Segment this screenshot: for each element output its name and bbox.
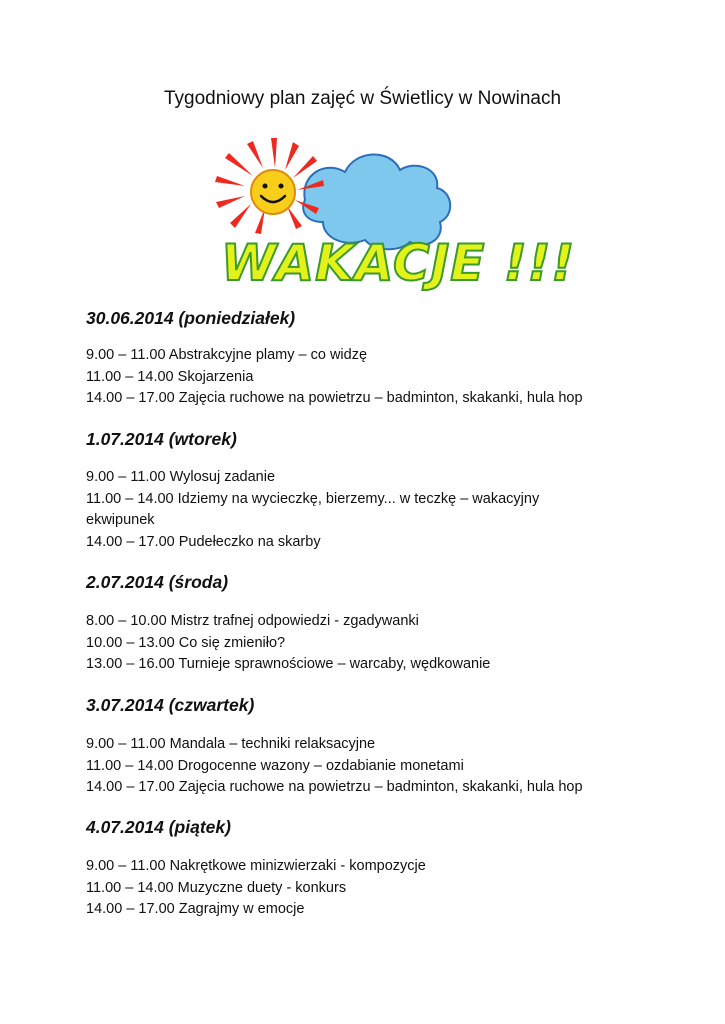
wakacje-logo (205, 130, 576, 295)
day-entries (86, 611, 646, 676)
schedule-entry: 9.00 – 11.00 Mandala – techniki relaksacyjne (86, 736, 376, 752)
day-heading: 2.07.2014 (środa) (86, 572, 229, 592)
schedule-entry: 10.00 – 13.00 Co się zmieniło? (86, 634, 286, 651)
schedule-entry: 14.00 – 17.00 Zajęcia ruchowe na powietrzu – badminton, skakanki, hula hop (86, 779, 583, 795)
schedule-entry: 13.00 – 16.00 Turnieje sprawnościowe – warcaby, wędkowanie (86, 656, 491, 672)
schedule-entry: 9.00 – 11.00 Nakrętkowe minizwierzaki - kompozycje (86, 858, 426, 874)
schedule-entry: 11.00 – 14.00 Idziemy na wycieczkę, bierzemy... w teczkę – wakacyjny ekwipunek (86, 490, 540, 528)
day-entries (86, 856, 646, 921)
schedule-entry: 14.00 – 17.00 Zagrajmy w emocje (86, 901, 305, 917)
day-entries (86, 467, 646, 553)
schedule-entry: 14.00 – 17.00 Pudełeczko na skarby (86, 533, 321, 550)
schedule-entry: 11.00 – 14.00 Skojarzenia (86, 368, 254, 385)
day-heading: 30.06.2014 (poniedziałek) (86, 308, 296, 328)
schedule-entry: 11.00 – 14.00 Muzyczne duety - konkurs (86, 879, 347, 896)
day-heading: 4.07.2014 (piątek) (86, 817, 231, 837)
sun-icon (251, 170, 295, 214)
schedule-entry: 11.00 – 14.00 Drogocenne wazony – ozdabianie monetami (86, 757, 464, 774)
schedule-entry: 9.00 – 11.00 Abstrakcyjne plamy – co widzę (86, 347, 368, 363)
day-heading: 3.07.2014 (czwartek) (86, 695, 255, 715)
schedule-entry: 9.00 – 11.00 Wylosuj zadanie (86, 469, 276, 485)
day-entries (86, 345, 646, 410)
day-entries (86, 734, 646, 799)
schedule-entry: 14.00 – 17.00 Zajęcia ruchowe na powietrzu – badminton, skakanki, hula hop (86, 390, 583, 406)
day-heading: 1.07.2014 (wtorek) (86, 429, 237, 449)
schedule-entry: 8.00 – 10.00 Mistrz trafnej odpowiedzi - zgadywanki (86, 613, 419, 629)
logo-text: WAKACJE !!! (221, 234, 576, 292)
page-title: Tygodniowy plan zajęć w Świetlicy w Nowinach (163, 88, 562, 109)
